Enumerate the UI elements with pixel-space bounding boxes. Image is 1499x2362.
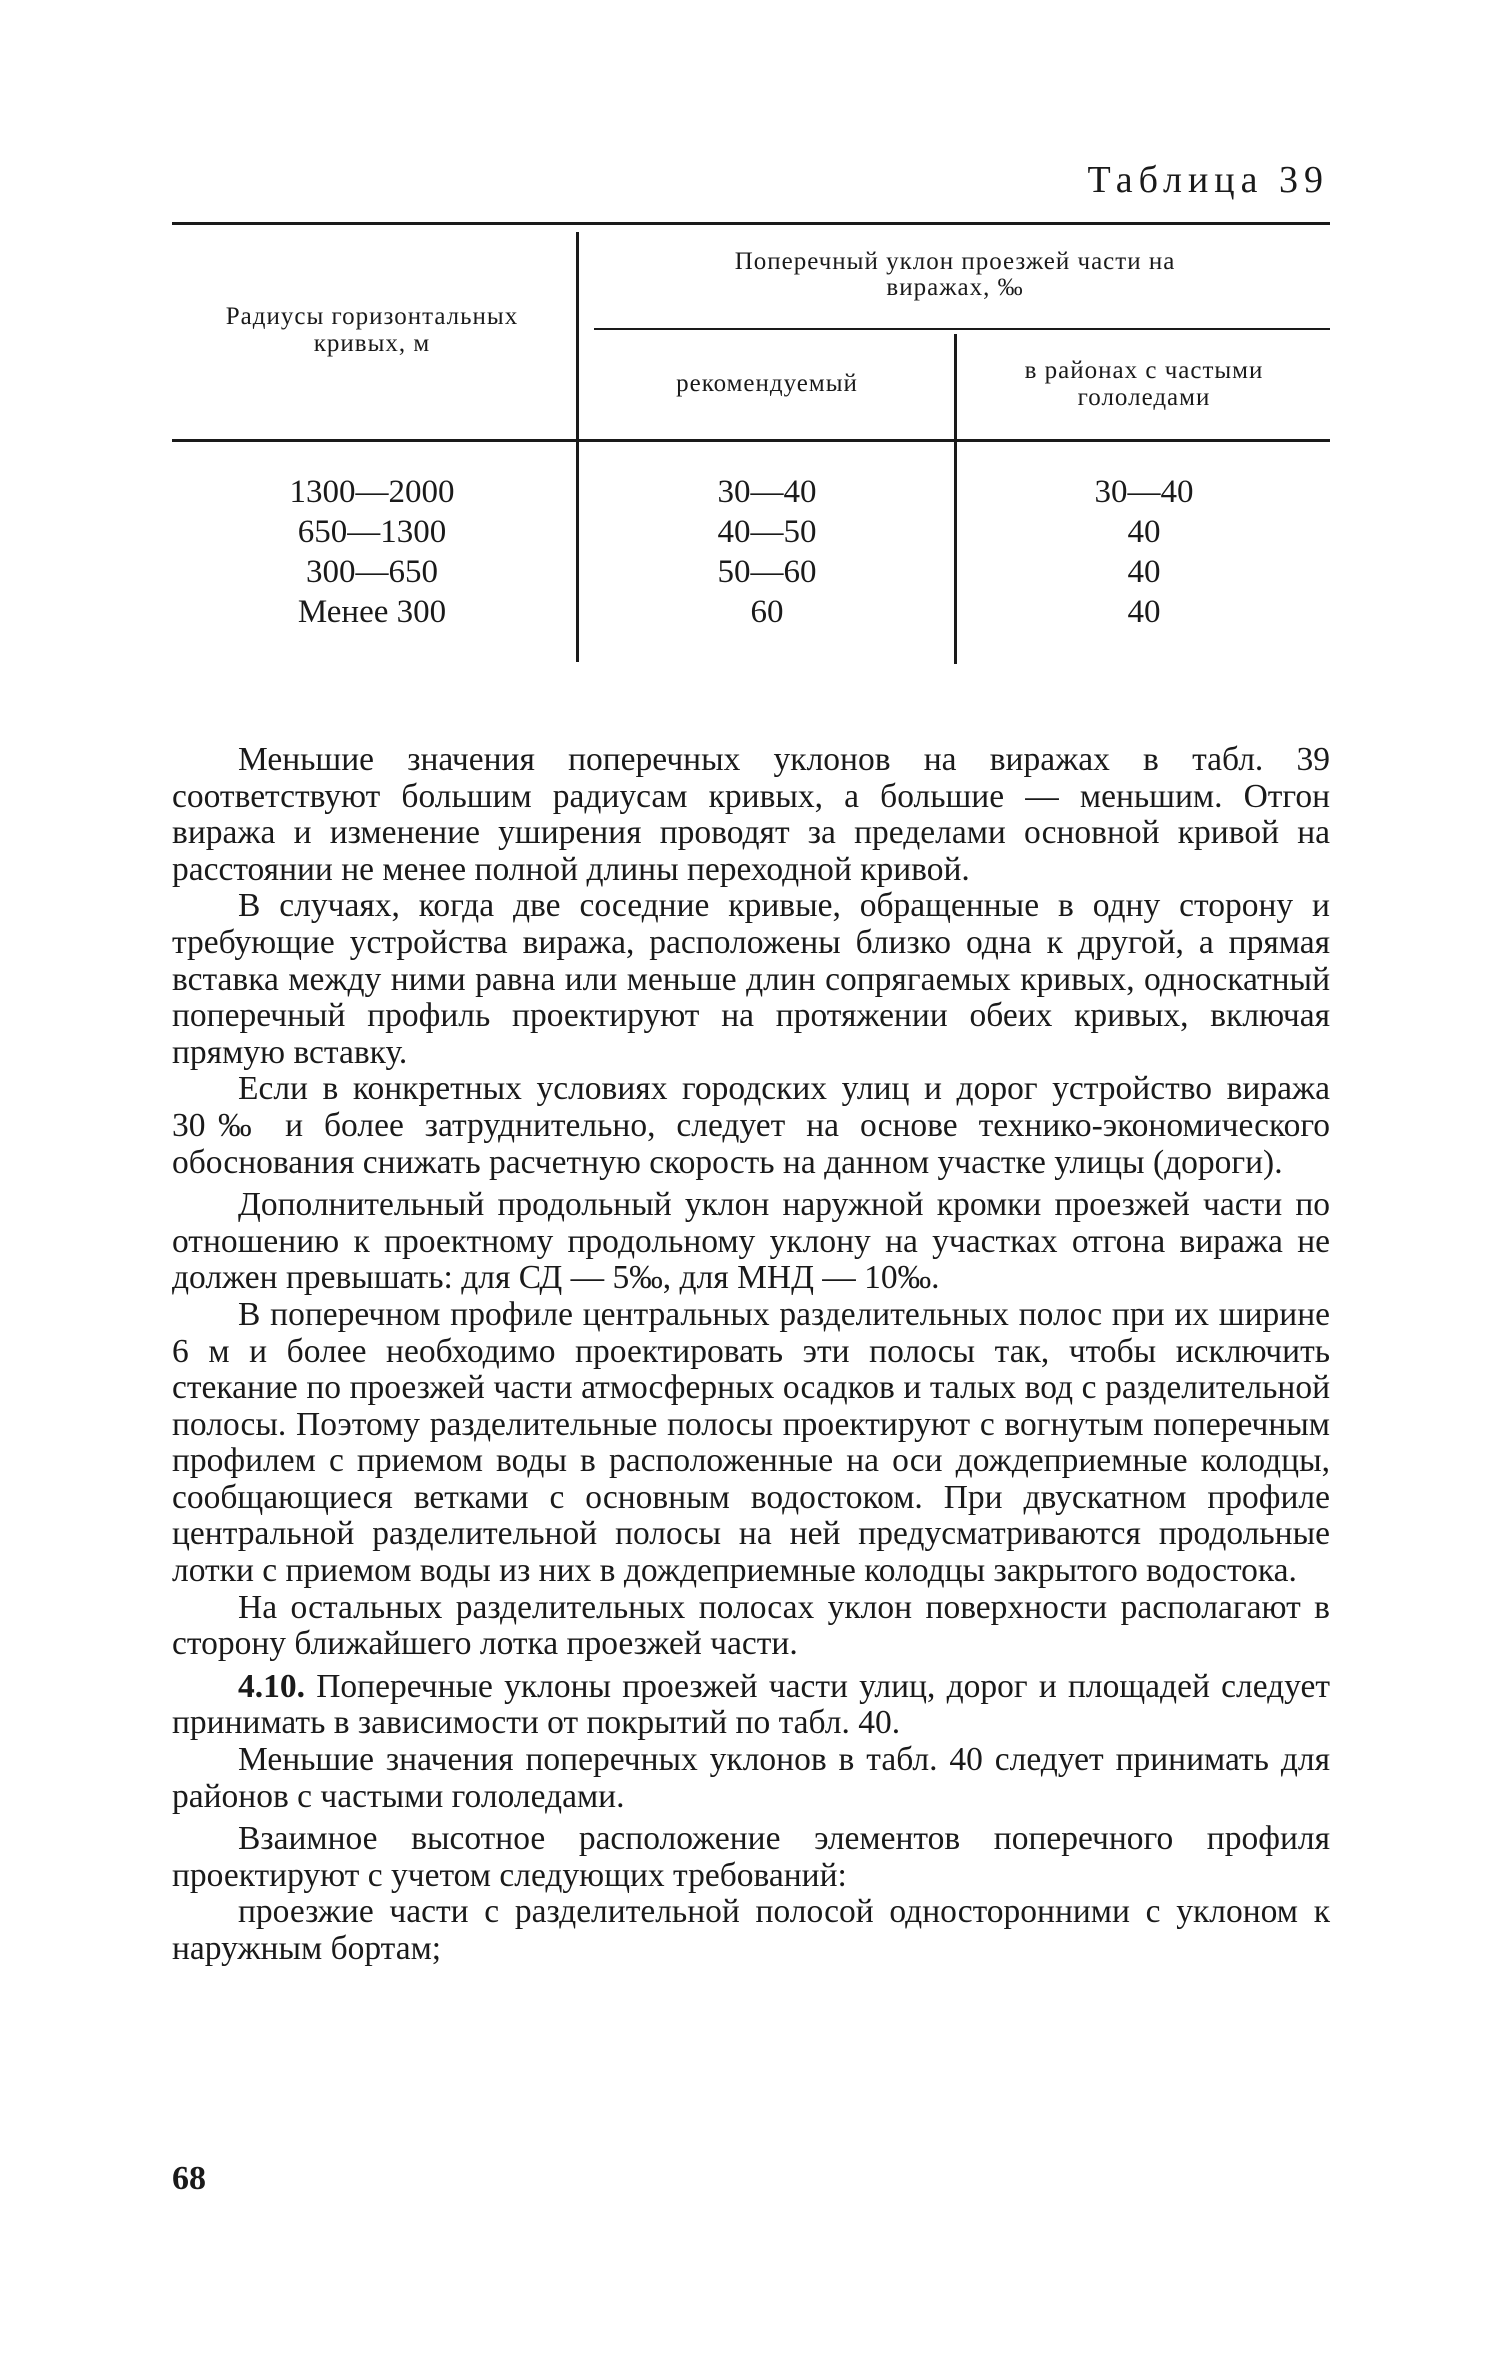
header-radius: Радиусы горизонтальных кривых, м: [225, 303, 519, 357]
paragraph: Меньшие значения поперечных уклонов в табл. 40 следует принимать для районов с частыми гололедами.: [172, 1741, 1330, 1815]
header-recommended: рекомендуемый: [676, 370, 858, 398]
section-text: Поперечные уклоны проезжей части улиц, дорог и площадей следует принимать в зависимости от покрытий по табл. 40.: [172, 1667, 1330, 1742]
header-cross-slope-group: Поперечный уклон проезжей части на виражах, ‰: [734, 247, 1176, 301]
table-cell: 300—650: [306, 554, 438, 590]
header-icy-regions: в районах с частыми гололедами: [1024, 357, 1264, 411]
table-cell: 30—40: [717, 474, 817, 510]
paragraph: Если в конкретных условиях городских улиц и дорог устройство виража 30‰ и более затруднительно, следует на основе технико-экономического обоснования снижать расчетную скорость на данном участке улицы (дороги).: [172, 1070, 1330, 1181]
page-number: 68: [172, 2160, 206, 2197]
paragraph: Меньшие значения поперечных уклонов на виражах в табл. 39 соответствуют большим радиусам кривых, а большие — меньшим. Отгон виража и изменение уширения проводят за пределами основной кривой на расстоянии не менее полной длины переходной кривой.: [172, 741, 1330, 888]
table-39: [172, 222, 1330, 662]
table-cell: 40: [1127, 554, 1161, 590]
column-icy-regions: [958, 472, 1330, 632]
table-cell: 40—50: [717, 514, 817, 550]
paragraph: Дополнительный продольный уклон наружной кромки проезжей части по отношению к проектному продольному уклону на участках отгона виража не должен превышать: для СД — 5‰, для МНД — 10‰.: [172, 1186, 1330, 1297]
table-caption: Таблица 39: [1087, 159, 1329, 201]
table-cell: 40: [1127, 594, 1161, 630]
table-col-divider-2: [954, 334, 957, 664]
table-cell: 1300—2000: [289, 474, 455, 510]
table-header-rule: [172, 439, 1330, 442]
paragraph: На остальных разделительных полосах уклон поверхности располагают в сторону ближайшего лотка проезжей части.: [172, 1588, 1330, 1663]
table-cell: 50—60: [717, 554, 817, 590]
paragraph-section-4-10: [172, 1669, 1330, 1742]
paragraph: В поперечном профиле центральных разделительных полос при их ширине 6 м и более необходимо проектировать эти полосы так, чтобы исключить стекание по проезжей части атмосферных осадков и талых вод с разделительной полосы. Поэтому разделительные полосы проектируют с вогнутым поперечным профилем с приемом воды в расположенные на оси дождеприемные колодцы, сообщающиеся ветками с основным водостоком. При двускатном профиле центральной разделительной полосы на ней предусматриваются продольные лотки с приемом воды из них в дождеприемные колодцы закрытого водостока.: [172, 1295, 1330, 1590]
table-cell: 650—1300: [297, 514, 447, 550]
table-cell: Менее 300: [297, 594, 447, 630]
section-number: 4.10.: [238, 1667, 305, 1705]
table-cell: 60: [750, 594, 784, 630]
table-cell: 30—40: [1094, 474, 1194, 510]
paragraph: Взаимное высотное расположение элементов поперечного профиля проектируют с учетом следующих требований:: [172, 1820, 1330, 1894]
column-radius: [172, 472, 572, 632]
table-cell: 40: [1127, 514, 1161, 550]
paragraph: проезжие части с разделительной полосой односторонними с уклоном к наружным бортам;: [172, 1893, 1330, 1967]
column-recommended: [580, 472, 954, 632]
body-text: [172, 742, 1330, 1968]
table-col-divider-1: [576, 232, 579, 662]
paragraph: В случаях, когда две соседние кривые, обращенные в одну сторону и требующие устройства виража, расположены близко одна к другой, а прямая вставка между ними равна или меньше длин сопрягаемых кривых, односкатный поперечный профиль проектируют на протяжении обеих кривых, включая прямую вставку.: [172, 887, 1330, 1071]
